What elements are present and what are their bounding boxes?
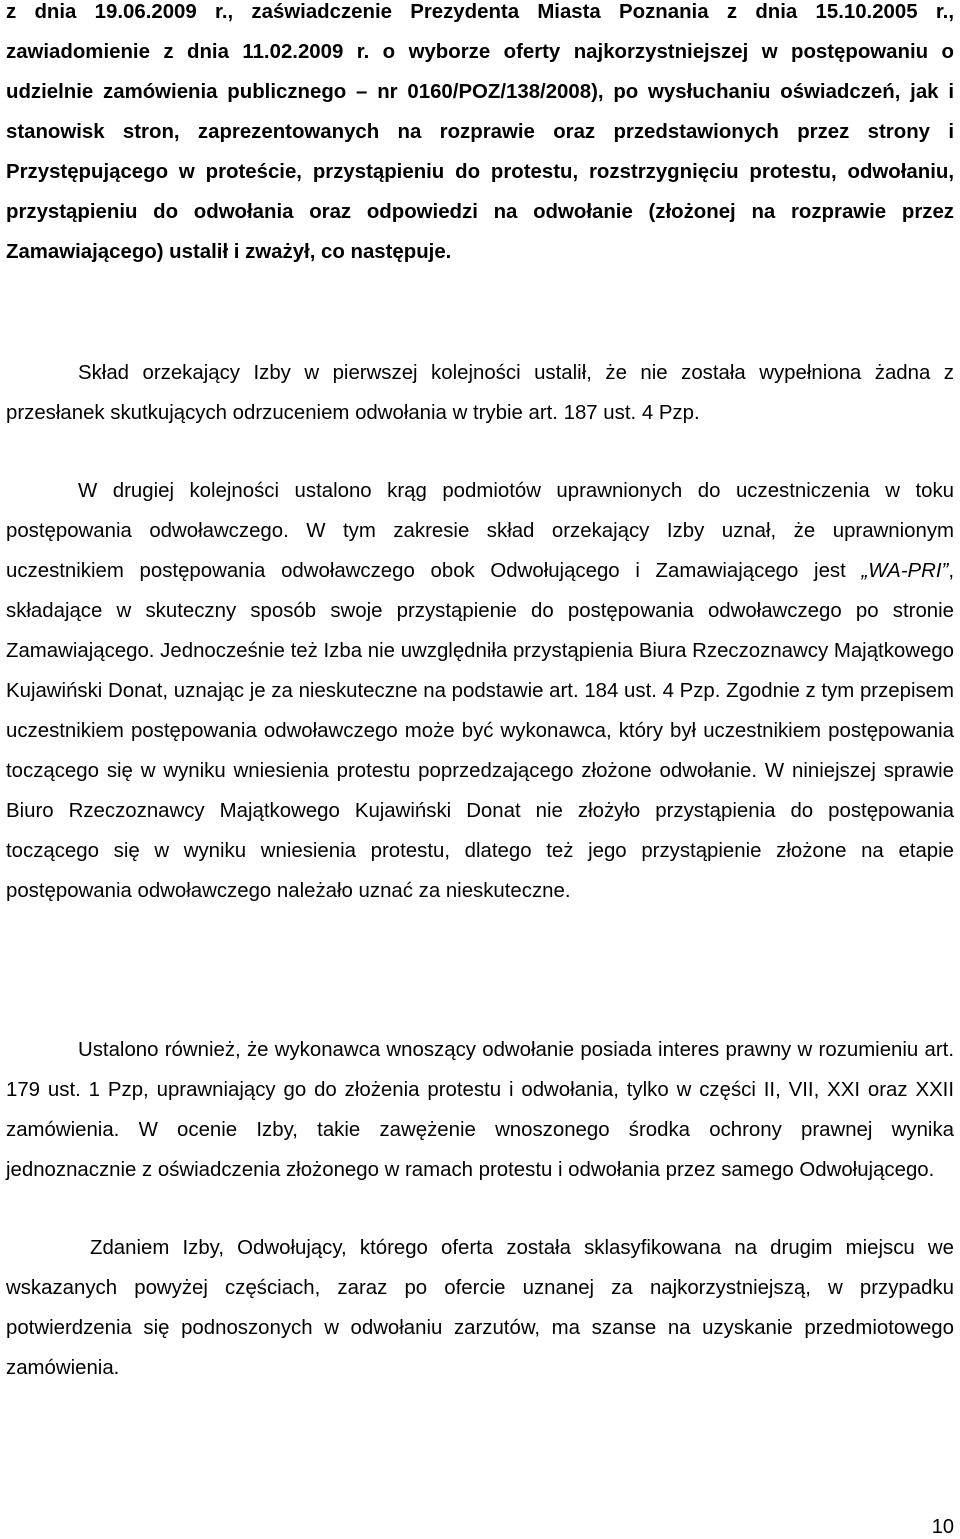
paragraph-rejection-grounds: Skład orzekający Izby w pierwszej kolejności ustalił, że nie została wypełniona żadna z przesłanek skutkujących odrzuceniem odwołania w trybie art. 187 ust. 4 Pzp.: [6, 362, 954, 424]
paragraph-findings-intro: z dnia 19.06.2009 r., zaświadczenie Prezydenta Miasta Poznania z dnia 15.10.2005 r., zawiadomienie z dnia 11.02.2009 r. o wyborze oferty najkorzystniejszej w postępowaniu o udzielnie zamówienia publicznego – nr 0160/POZ/138/2008), po wysłuchaniu oświadczeń, jak i stanowisk stron, zaprezentowanych na rozprawie oraz przedstawionych przez strony i Przystępującego w proteście, przystąpieniu do protestu, rozstrzygnięciu protestu, odwołaniu, przystąpieniu do odwołania oraz odpowiedzi na odwołanie (złożonej na rozprawie przez Zamawiającego) ustalił i zważył, co następuje.: [6, 1, 954, 263]
paragraph-participants: [6, 471, 954, 911]
paragraph-legal-interest: Ustalono również, że wykonawca wnoszący odwołanie posiada interes prawny w rozumieniu art. 179 ust. 1 Pzp, uprawniający go do złożenia protestu i odwołania, tylko w części II, VII, XXI oraz XXII zamówienia. W ocenie Izby, takie zawężenie wnoszonego środka ochrony prawnej wynika jednoznacznie z oświadczenia złożonego w ramach protestu i odwołania przez samego Odwołującego.: [6, 1039, 954, 1181]
paragraph-participants-italic: „WA-PRI”: [861, 560, 949, 582]
paragraph-participants-part1: W drugiej kolejności ustalono krąg podmiotów uprawnionych do uczestniczenia w toku postępowania odwoławczego. W tym zakresie skład orzekający Izby uznał, że uprawnionym uczestnikiem postępowania odwoławczego obok Odwołującego i Zamawiającego jest: [6, 480, 954, 582]
paragraph-chance-of-award: Zdaniem Izby, Odwołujący, którego oferta została sklasyfikowana na drugim miejscu we wskazanych powyżej częściach, zaraz po ofercie uznanej za najkorzystniejszą, w przypadku potwierdzenia się podnoszonych w odwołaniu zarzutów, ma szanse na uzyskanie przedmiotowego zamówienia.: [6, 1237, 954, 1379]
paragraph-participants-part2: , składające w skuteczny sposób swoje przystąpienie do postępowania odwoławczego po stronie Zamawiającego. Jednocześnie też Izba nie uwzględniła przystąpienia Biura Rzeczoznawcy Majątkowego Kujawiński Donat, uznając je za nieskuteczne na podstawie art. 184 ust. 4 Pzp. Zgodnie z tym przepisem uczestnikiem postępowania odwoławczego może być wykonawca, który był uczestnikiem postępowania toczącego się w wyniku wniesienia protestu poprzedzającego złożone odwołanie. W niniejszej sprawie Biuro Rzeczoznawcy Majątkowego Kujawiński Donat nie złożyło przystąpienia do postępowania toczącego się w wyniku wniesienia protestu, dlatego też jego przystąpienie złożone na etapie postępowania odwoławczego należało uznać za nieskuteczne.: [6, 560, 954, 902]
page-number: 10: [931, 1516, 954, 1538]
